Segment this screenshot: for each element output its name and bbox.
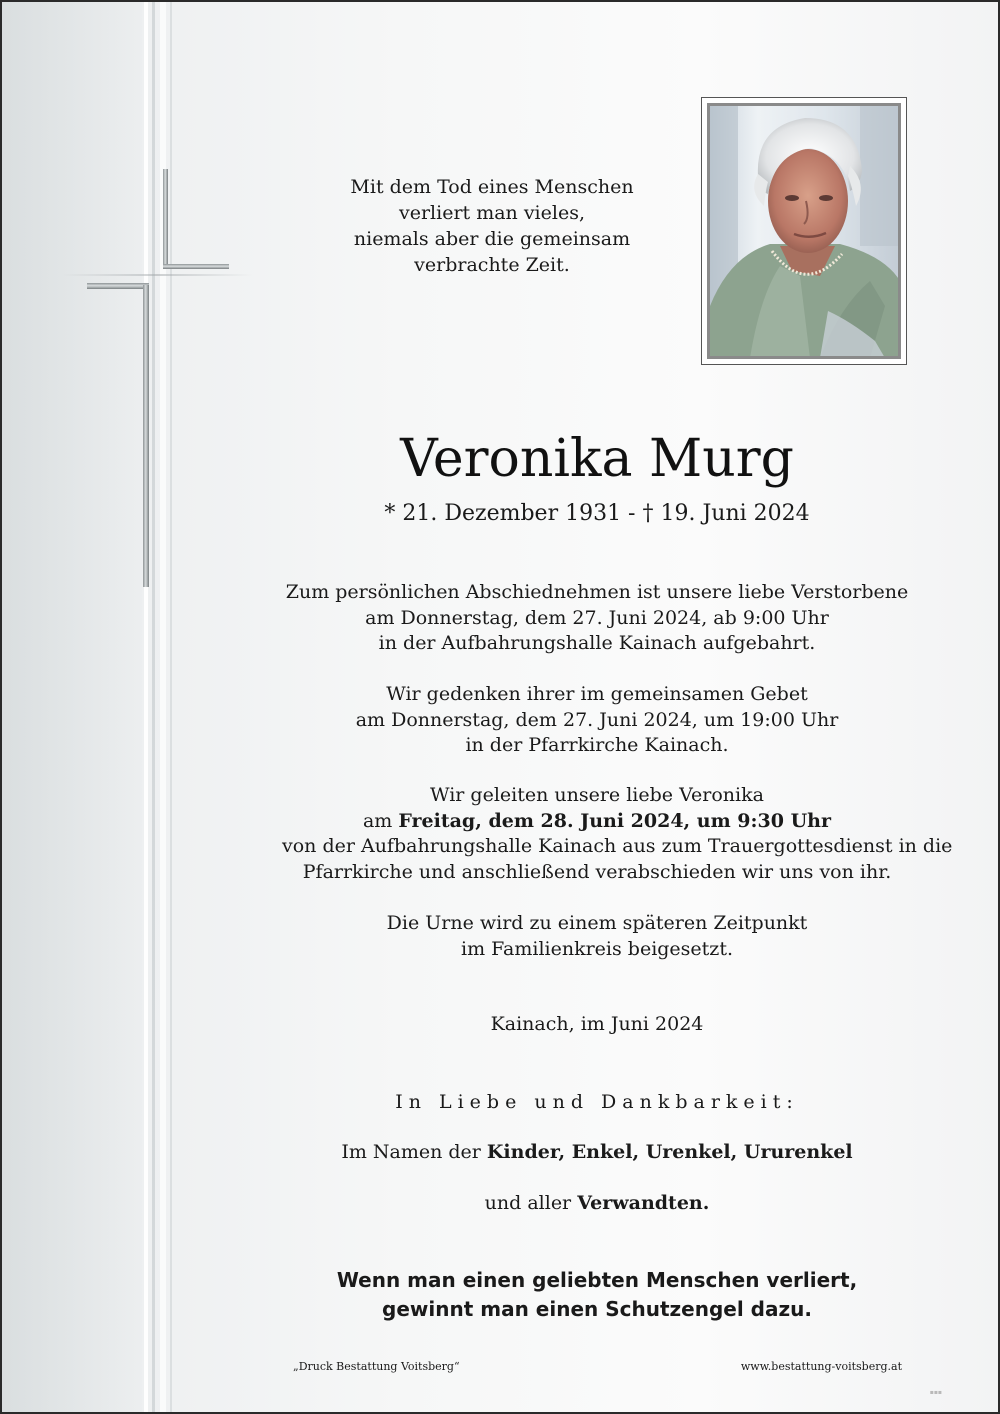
- funeral-date-prefix: am: [362, 809, 399, 832]
- family-line: [282, 1140, 912, 1166]
- funeral-line: Pfarrkirche und anschließend verabschieden wir uns von ihr.: [302, 860, 892, 883]
- birth-death-dates: * 21. Dezember 1931 - † 19. Juni 2024: [384, 501, 810, 526]
- memorial-quote: Mit dem Tod eines Menschen verliert man vieles, niemals aber die gemeinsam verbrachte Zeit.: [350, 176, 634, 276]
- portrait-photo-frame: [701, 97, 907, 365]
- funeral-notice: [282, 783, 953, 885]
- place-date: Kainach, im Juni 2024: [490, 1013, 704, 1035]
- corner-mark: ▪▪▪: [929, 1389, 942, 1396]
- urn-line: im Familienkreis beigesetzt.: [461, 937, 733, 960]
- prayer-notice: [282, 682, 912, 759]
- funeral-line: Wir geleiten unsere liebe Veronika: [430, 784, 764, 806]
- motto-line: gewinnt man einen Schutzengel dazu.: [382, 1297, 812, 1321]
- prayer-line: am Donnerstag, dem 27. Juni 2024, um 19:00 Uhr: [355, 708, 839, 731]
- deceased-name: Veronika Murg: [400, 429, 794, 489]
- background-stripe: [170, 2, 172, 1412]
- prayer-line: Wir gedenken ihrer im gemeinsamen Gebet: [386, 683, 808, 705]
- viewing-notice: [282, 580, 912, 657]
- closing-words: In Liebe und Dankbarkeit:: [395, 1091, 799, 1113]
- funeral-date: Freitag, dem 28. Juni 2024, um 9:30 Uhr: [398, 809, 831, 832]
- portrait-photo: [707, 103, 901, 359]
- family-prefix: Im Namen der: [341, 1141, 487, 1163]
- urn-line: Die Urne wird zu einem späteren Zeitpunkt: [386, 912, 808, 934]
- urn-notice: [282, 911, 912, 962]
- printer-credit: „Druck Bestattung Voitsberg“: [293, 1360, 460, 1373]
- viewing-line: Zum persönlichen Abschiednehmen ist unsere liebe Verstorbene: [285, 581, 909, 603]
- website-link[interactable]: www.bestattung-voitsberg.at: [740, 1360, 902, 1373]
- background-stripe: [2, 2, 142, 1412]
- relatives: Verwandten.: [577, 1192, 710, 1214]
- family-members: Kinder, Enkel, Urenkel, Ururenkel: [486, 1141, 853, 1163]
- funeral-line: von der Aufbahrungshalle Kainach aus zum Trauergottesdienst in die: [282, 835, 953, 857]
- relatives-prefix: und aller: [484, 1192, 578, 1214]
- funeral-line: [282, 809, 912, 835]
- motto-line: Wenn man einen geliebten Menschen verliert,: [336, 1268, 858, 1292]
- background-stripe: [144, 2, 148, 1412]
- viewing-line: in der Aufbahrungshalle Kainach aufgebahrt.: [378, 632, 816, 654]
- background-stripe: [152, 2, 155, 1412]
- prayer-line: in der Pfarrkirche Kainach.: [465, 734, 729, 756]
- relatives-line: [282, 1191, 912, 1217]
- viewing-line: am Donnerstag, dem 27. Juni 2024, ab 9:00 Uhr: [365, 606, 829, 629]
- motto: [282, 1266, 912, 1324]
